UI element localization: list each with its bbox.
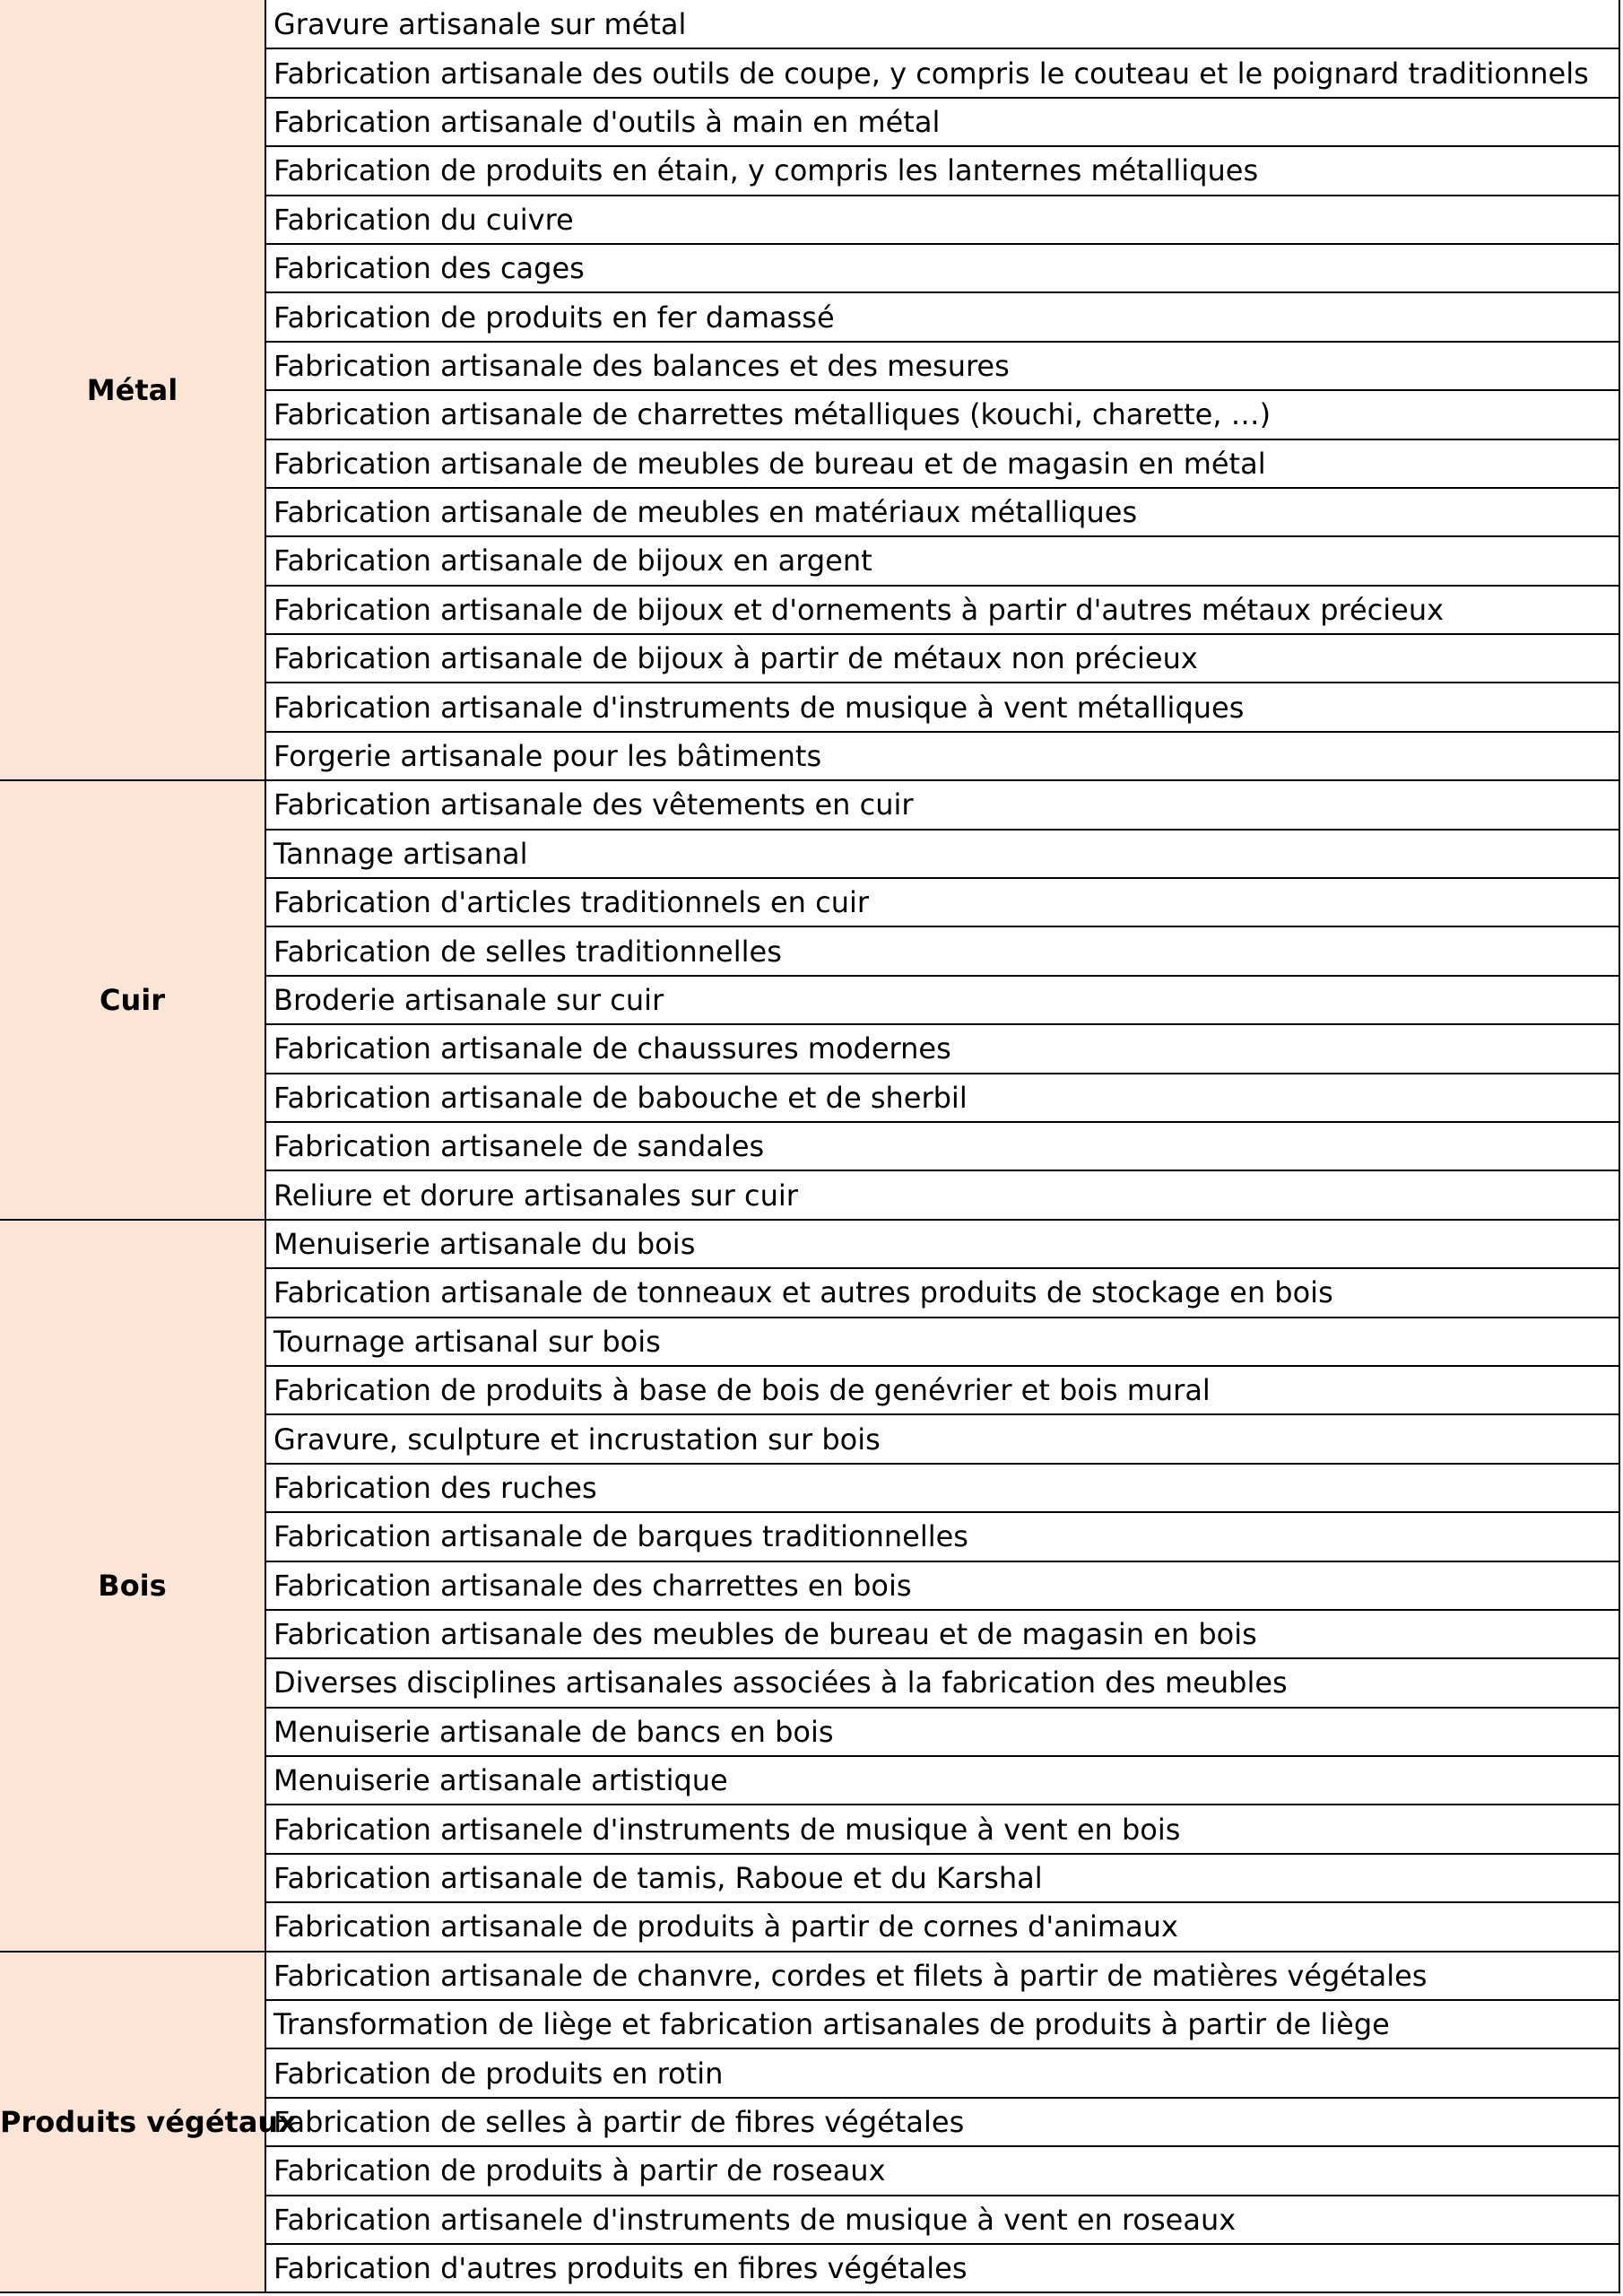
craft-item-cell: Fabrication du cuivre xyxy=(265,196,1619,244)
craft-item-cell: Fabrication artisanale de charrettes métalliques (kouchi, charette, …) xyxy=(265,390,1619,439)
table-row xyxy=(0,1220,1619,1268)
craft-item-cell: Fabrication artisanale de tamis, Raboue et du Karshal xyxy=(265,1854,1619,1902)
craft-item-cell: Fabrication de produits à base de bois de genévrier et bois mural xyxy=(265,1366,1619,1414)
category-cell: Métal xyxy=(0,0,265,780)
craft-item-cell: Fabrication d'articles traditionnels en cuir xyxy=(265,878,1619,926)
craft-item-cell: Menuiserie artisanale artistique xyxy=(265,1756,1619,1805)
craft-item-cell: Fabrication artisanale de bijoux et d'ornements à partir d'autres métaux précieux xyxy=(265,586,1619,634)
craft-item-cell: Fabrication des cages xyxy=(265,244,1619,292)
craft-item-cell: Fabrication artisanale de chaussures modernes xyxy=(265,1024,1619,1073)
table-row xyxy=(0,1952,1619,2000)
craft-item-cell: Fabrication artisanale des meubles de bureau et de magasin en bois xyxy=(265,1610,1619,1658)
craft-item-cell: Fabrication artisanele d'instruments de musique à vent en roseaux xyxy=(265,2196,1619,2244)
craft-item-cell: Fabrication artisanale des balances et des mesures xyxy=(265,342,1619,390)
craft-item-cell: Fabrication artisanale des outils de coupe, y compris le couteau et le poignard traditionnels xyxy=(265,48,1619,97)
craft-item-cell: Fabrication de produits en rotin xyxy=(265,2048,1619,2097)
craft-item-cell: Gravure artisanale sur métal xyxy=(265,0,1619,48)
craft-item-cell: Fabrication artisanale de chanvre, cordes et filets à partir de matières végétales xyxy=(265,1952,1619,2000)
craft-item-cell: Forgerie artisanale pour les bâtiments xyxy=(265,732,1619,780)
craft-item-cell: Fabrication artisanele de sandales xyxy=(265,1122,1619,1170)
category-cell: Bois xyxy=(0,1220,265,1952)
craft-item-cell: Fabrication artisanale de barques traditionnelles xyxy=(265,1512,1619,1561)
craft-item-cell: Tournage artisanal sur bois xyxy=(265,1318,1619,1366)
table-row xyxy=(0,780,1619,829)
craft-item-cell: Fabrication artisanale des charrettes en bois xyxy=(265,1561,1619,1610)
craft-item-cell: Fabrication de selles traditionnelles xyxy=(265,926,1619,975)
craft-item-cell: Fabrication de produits en fer damassé xyxy=(265,292,1619,341)
craft-item-cell: Gravure, sculpture et incrustation sur bois xyxy=(265,1414,1619,1463)
craft-item-cell: Tannage artisanal xyxy=(265,830,1619,878)
craft-item-cell: Fabrication artisanale d'instruments de musique à vent métalliques xyxy=(265,683,1619,731)
craft-item-cell: Menuiserie artisanale de bancs en bois xyxy=(265,1708,1619,1756)
table-row xyxy=(0,0,1619,48)
craft-item-cell: Fabrication de produits en étain, y compris les lanternes métalliques xyxy=(265,146,1619,195)
craft-item-cell: Transformation de liège et fabrication artisanales de produits à partir de liège xyxy=(265,2000,1619,2048)
category-cell: Produits végétaux xyxy=(0,1952,265,2293)
craft-item-cell: Diverses disciplines artisanales associées à la fabrication des meubles xyxy=(265,1658,1619,1707)
craft-item-cell: Fabrication artisanale de meubles de bureau et de magasin en métal xyxy=(265,439,1619,488)
craft-item-cell: Fabrication de selles à partir de fibres végétales xyxy=(265,2098,1619,2146)
craft-item-cell: Fabrication des ruches xyxy=(265,1464,1619,1512)
craft-item-cell: Fabrication artisanale de bijoux à partir de métaux non précieux xyxy=(265,634,1619,683)
category-cell: Cuir xyxy=(0,780,265,1220)
craft-item-cell: Broderie artisanale sur cuir xyxy=(265,976,1619,1024)
craft-item-cell: Fabrication artisanale d'outils à main en métal xyxy=(265,98,1619,146)
craft-item-cell: Fabrication artisanale des vêtements en cuir xyxy=(265,780,1619,829)
craft-item-cell: Fabrication artisanale de babouche et de sherbil xyxy=(265,1074,1619,1122)
craft-item-cell: Fabrication artisanale de meubles en matériaux métalliques xyxy=(265,488,1619,536)
craft-item-cell: Reliure et dorure artisanales sur cuir xyxy=(265,1170,1619,1219)
craft-item-cell: Fabrication artisanale de bijoux en argent xyxy=(265,536,1619,585)
craft-item-cell: Fabrication artisanele d'instruments de musique à vent en bois xyxy=(265,1805,1619,1853)
craft-item-cell: Fabrication d'autres produits en fibres végétales xyxy=(265,2244,1619,2292)
craft-item-cell: Fabrication artisanale de produits à partir de cornes d'animaux xyxy=(265,1902,1619,1951)
craft-item-cell: Menuiserie artisanale du bois xyxy=(265,1220,1619,1268)
craft-item-cell: Fabrication de produits à partir de roseaux xyxy=(265,2146,1619,2195)
craft-item-cell: Fabrication artisanale de tonneaux et autres produits de stockage en bois xyxy=(265,1268,1619,1317)
